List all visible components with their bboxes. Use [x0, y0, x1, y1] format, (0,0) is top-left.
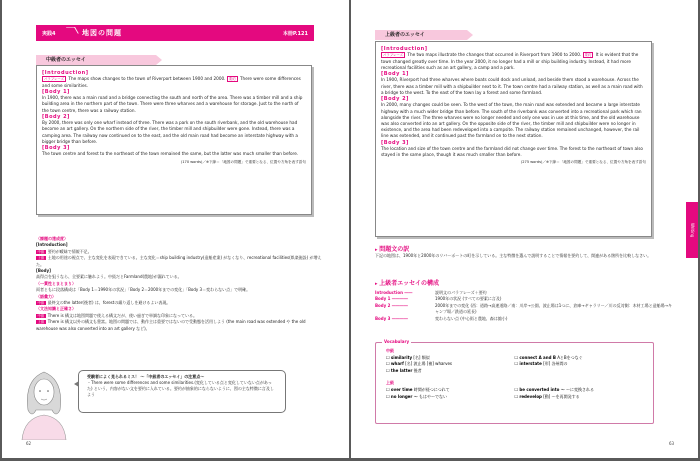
body3-paragraph: The location and size of the town centre and the farmland did not change over time. The forest to the northeast of town also stayed in the same place, though it was much smaller than before.	[381, 146, 643, 158]
summary-chip: 要約	[584, 53, 592, 58]
page-number: 63	[669, 441, 675, 446]
advanced-badge: 上級	[37, 256, 45, 261]
tip-title: 受験者によく見られるミス！ ～「中級者のエッセイ」の注意点～	[87, 374, 205, 379]
intermediate-essay-box	[36, 65, 312, 215]
section-number: 実践4	[42, 30, 56, 37]
advanced-essay-box	[375, 41, 652, 237]
paraphrase-chip: パラフレーズ	[44, 77, 65, 82]
intermediate-badge: 中級	[37, 313, 45, 318]
section-title: 地図の問題	[82, 29, 122, 37]
body3-label: [Body 3]	[42, 145, 70, 152]
body3-paragraph: The town centre and forest to the northeast of the town remained the same, but the latter was much smaller than before.	[42, 151, 299, 157]
vocabulary-box	[375, 339, 654, 424]
vocab-item[interactable]: ☐ no longer ～ もはや～でない	[386, 393, 448, 399]
intro-label: [Introduction]	[42, 70, 89, 76]
body2-paragraph: In 2000, many changes could be seen. To the west of the town, the main road was extended and became a large interstate highway with a much wider bridge than before. The south of the riverbank was converted into a recreational park which ran alongside the river. The three wharves were no longer needed and only one was in use at this time, and the old warehouse was also converted into an art gallery. On the opposite side of the river, the timber mill and shipbuilder were no longer in existence, and the area had been redeveloped into a campsite. The railway station remained unchanged, however, the rail line was extended, and it continued past the farmland on to the next station.	[381, 102, 642, 139]
tip-text: ・There were some differences and some similarities.(変化している点と変化していない点があった) という、内容がない文を要約に入れている。要約が抽象的にならないように、図の主な特徴に言及しよう	[87, 380, 274, 397]
structure-row: Body 3 ―――― 変わらない点 (中心街と農地、森は縮小)	[375, 315, 508, 321]
translation-text: 下記の地図は、1900年と2000年のリバーポートの町を示している。主な特徴を選んで説明することで情報を要約して、関連がある箇所を比較しなさい。	[375, 253, 652, 258]
vocabulary-legend: Vocabulary	[384, 339, 410, 344]
right-page	[351, 0, 698, 458]
vocab-grid-advanced	[386, 387, 643, 400]
intro-paragraph: パラフレーズ The maps show changes to the town of Riverport between 1900 and 2000. 要約 There were some differences and some similarities.	[42, 76, 301, 88]
advanced-badge: 上級	[37, 320, 45, 325]
essay-tag-advanced: 上級者のエッセイ	[375, 30, 467, 40]
body3-label: [Body 3]	[381, 139, 409, 146]
intermediate-badge: 中級	[37, 301, 45, 306]
vocab-level-advanced: 上級	[386, 380, 394, 386]
vocab-item[interactable]: ☐ similarity [名] 類似	[386, 354, 430, 360]
teacher-illustration-icon	[14, 360, 74, 440]
vocab-item[interactable]: ☐ be converted into ～ ～に変換される	[514, 386, 595, 392]
summary-chip: 要約	[228, 77, 236, 82]
intro-paragraph: パラフレーズ The two maps illustrate the changes that occurred in Riverport from 1900 to 2000. 要約 It is evident that the town changed greatly over time. In the year 2000, it no longer had a mill or ship building industry. Instead, it had more recreational facilities such as an art gallery, a camp and a park.	[381, 52, 639, 70]
body2-label: [Body 2]	[42, 113, 70, 120]
section-header	[36, 25, 314, 41]
vocab-level-intermediate: 中級	[386, 348, 394, 353]
essay-tag-intermediate: 中級者のエッセイ	[36, 55, 156, 65]
word-count-note: (275 words)／※下線＝「地図の問題」で重要となる、位置や方角を表す語句	[520, 160, 646, 165]
intro-label: [Introduction]	[381, 46, 428, 52]
vocab-item[interactable]: ☐ the latter 後者	[386, 367, 422, 373]
structure-heading: ▸ 上級者エッセイの構成	[375, 278, 439, 287]
structure-list	[375, 290, 675, 322]
body2-paragraph: By 2000, there was only one wharf instead of three. There was a park on the south riverbank, and the old warehouse had become an art gallery. On the northern side of the river, the timber mill and shipbuilder were gone. Instead, there was a camping area. The railway now continued on to the east, and the old main road had become an interstate highway with a bigger bridge than before.	[42, 120, 298, 144]
tip-speech-bubble	[78, 370, 286, 413]
lexical-heading: 〈語彙力〉	[36, 293, 56, 299]
grammar-heading: 〈文法知識と正確さ〉	[36, 306, 76, 312]
body2-label: [Body 2]	[381, 96, 409, 103]
vocab-item[interactable]: ☐ over time 時間が経つにつれて	[386, 386, 450, 392]
body1-label: [Body 1]	[381, 71, 409, 78]
page-number: 62	[26, 441, 32, 446]
word-count-note: (170 words)／※下線＝「地図の問題」で重要となる、位置や方角を表す語句	[180, 159, 306, 164]
body1-paragraph: In 1900, Riverport had three wharves where boats could dock and unload, and beside them stood a warehouse. Across the river, there was a timber mill with a shipbuilder next to it. The town centre had a railway station, as well as a main road with a bridge to the west. To the east of the town lay a forest and some farmland.	[381, 77, 643, 95]
structure-row: Introduction ―― 説明文のパラフレーズ＋要約	[375, 290, 487, 295]
paraphrase-chip: パラフレーズ	[383, 53, 404, 58]
left-page	[2, 0, 349, 458]
body1-label: [Body 1]	[42, 88, 70, 95]
achievement-heading: 〈課題の達成度〉	[36, 236, 68, 241]
body1-paragraph: In 1900, there was a main road and a bridge connecting the south and north of the area. There was a timber mill and a ship building area in the northern part of the town. There were three wharves and a warehouse for storage. Just to the north of the town centre, there was a railway station.	[42, 95, 303, 113]
vocab-grid-intermediate	[386, 355, 643, 375]
vocab-item[interactable]: ☐ wharf [名] 波止場 [複] wharves	[386, 361, 452, 367]
evaluation-notes: 〈課題の達成度〉 [Introduction] 中級 要約が曖昧で情報不足。 上級 土地の用途の視点で、主な変化を表現できている。主な変化＝ship building industry(造船産業) がなくなり、recreational facilities(娯楽施設) が増えた。 [Body] 高得点を狙うなら、全要素に触れよう。中級だとFarmland(農地)が漏れている。 〈一貫性とまとまり〉 両者ともに段落構成は「Body 1＝1990年の状況」「Body 2＝2000年までの変化」「Body 3＝変わらない点」で明確。 〈語彙力〉 中級 最終文のthe latter(後者) は、forestの繰り返しを避けるよい表現。 〈文法知識と正確さ〉 中級 There is 構文は地図問題で使える構文だが、使い過ぎで単調な印象になっている。 上級 There is 構文以外の構文も豊富。地図の問題では、動作主は重要ではないので受動態を活用しよう (the main road was extended や the old warehouse was also converted into an art gallery など)。	[36, 236, 326, 332]
intermediate-badge: 中級	[37, 249, 45, 254]
vocab-item[interactable]: ☐ connect A and B AとBをつなぐ	[514, 354, 583, 360]
chevron-right-icon	[66, 25, 74, 41]
structure-row: Body 2 ―――― 2000年までの変化 (西：道路→高速道路／南：川岸→公園、波止場は1つに、倉庫→ギャラリー／川の反対側：木材工場と造船場→キャンプ場／鉄道の延長)	[375, 302, 672, 315]
coherence-heading: 〈一貫性とまとまり〉	[36, 280, 76, 286]
structure-row: Body 1 ―――― 1900年の状況 (すべての要素に言及)	[375, 296, 502, 302]
translation-heading: ▸ 問題文の訳	[375, 244, 409, 253]
vocab-item[interactable]: ☐ interstate [形] 各州間の	[514, 361, 568, 367]
page-reference: 本冊P.121	[282, 30, 308, 37]
vocab-item[interactable]: ☐ redevelop [動] ～を再開発する	[514, 393, 580, 399]
writing-side-tab[interactable]: Writing	[686, 202, 698, 258]
